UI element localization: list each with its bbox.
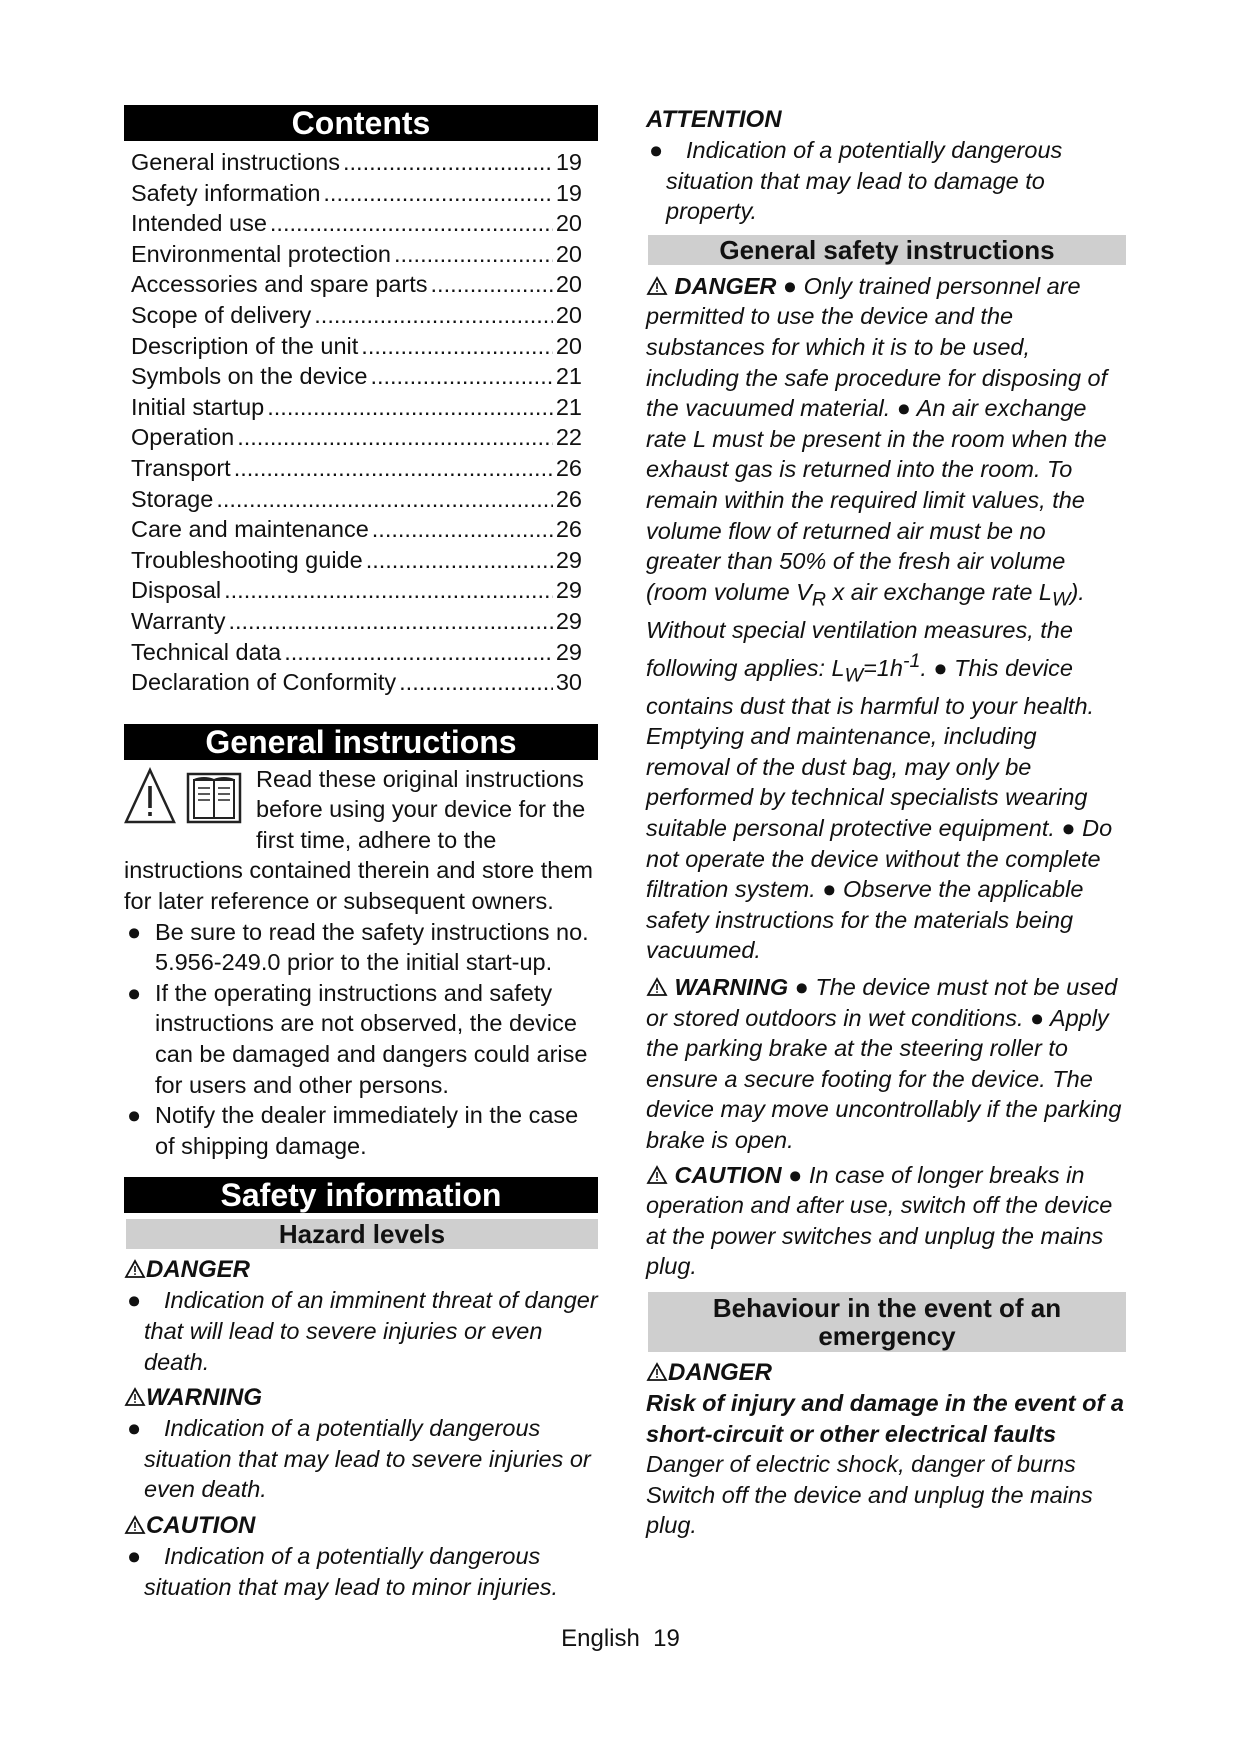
toc-page: 22 bbox=[555, 424, 582, 451]
bullet-icon: ● bbox=[127, 1102, 142, 1129]
warning-triangle-icon bbox=[646, 1165, 668, 1185]
toc-entry bbox=[131, 575, 582, 606]
list-item bbox=[124, 978, 598, 1100]
hazard-level-text: Indication of an imminent threat of danger that will lead to severe injuries or even death. bbox=[144, 1287, 598, 1375]
superscript-neg1: -1 bbox=[902, 649, 921, 672]
toc-label: Care and maintenance bbox=[131, 516, 369, 543]
footer-page-number: 19 bbox=[653, 1625, 680, 1652]
right-column bbox=[646, 105, 1126, 1541]
toc-label: Declaration of Conformity bbox=[131, 669, 397, 696]
toc-page: 21 bbox=[555, 363, 582, 390]
hazard-level-text: Indication of a potentially dangerous situation that may lead to minor injuries. bbox=[144, 1542, 559, 1600]
warning-label: WARNING bbox=[674, 974, 789, 1001]
toc-label: Accessories and spare parts bbox=[131, 271, 428, 298]
toc-entry bbox=[131, 269, 582, 300]
toc-entry bbox=[131, 147, 582, 178]
bullet-icon: ● bbox=[127, 979, 142, 1006]
toc-label: Transport bbox=[131, 454, 231, 481]
bullet-icon: ● bbox=[127, 1287, 142, 1314]
toc-leader bbox=[228, 606, 552, 637]
footer-language: English bbox=[561, 1625, 640, 1652]
contents-heading: Contents bbox=[124, 105, 598, 141]
hazard-levels-heading: Hazard levels bbox=[126, 1219, 598, 1249]
bullet-icon: ● bbox=[782, 272, 798, 299]
toc-entry bbox=[131, 484, 582, 515]
toc-entry bbox=[131, 637, 582, 668]
bullet-text: Notify the dealer immediately in the case of shipping damage. bbox=[155, 1102, 579, 1159]
danger-text-5: . ● This device contains dust that is harmful to your health. Emptying and maintenance, including removal of the dust bag, may only be performed by technical specialists wearing suitable personal protective equipment. ● Do not operate the device without the complete filtration system. ● Observe the applicable safety instructions for the materials being vacuumed. bbox=[646, 654, 1113, 964]
left-column bbox=[124, 105, 598, 1602]
toc-page: 20 bbox=[555, 301, 582, 328]
list-item bbox=[124, 1413, 598, 1505]
toc-label: Safety information bbox=[131, 179, 321, 206]
warning-triangle-icon bbox=[646, 1362, 668, 1382]
general-instructions-heading: General instructions bbox=[124, 724, 598, 760]
toc-leader bbox=[343, 147, 553, 178]
list-item bbox=[124, 1541, 598, 1602]
toc-page: 26 bbox=[555, 516, 582, 543]
bullet-icon: ● bbox=[127, 1415, 142, 1442]
caution-paragraph bbox=[646, 1160, 1126, 1282]
safety-information-heading: Safety information bbox=[124, 1177, 598, 1213]
toc-label: General instructions bbox=[131, 149, 340, 175]
toc-page: 26 bbox=[555, 454, 582, 481]
general-safety-heading: General safety instructions bbox=[648, 235, 1126, 265]
subscript-r: R bbox=[811, 588, 826, 611]
bullet-icon: ● bbox=[649, 137, 664, 163]
warning-and-manual-icon bbox=[124, 766, 252, 828]
toc-entry bbox=[131, 178, 582, 209]
toc-page: 29 bbox=[555, 607, 582, 634]
toc-page: 20 bbox=[555, 332, 582, 359]
danger-text-4: =1h bbox=[863, 654, 903, 681]
toc-page: 20 bbox=[555, 240, 582, 267]
toc-leader bbox=[366, 545, 553, 576]
toc-entry bbox=[131, 331, 582, 362]
emergency-line-2: Switch off the device and unplug the mains plug. bbox=[646, 1481, 1093, 1539]
bullet-icon: ● bbox=[788, 1161, 803, 1188]
hazard-level-list bbox=[124, 1285, 598, 1377]
toc-entry bbox=[131, 422, 582, 453]
toc-page: 29 bbox=[555, 638, 582, 665]
toc-page: 20 bbox=[555, 271, 582, 298]
toc-page: 21 bbox=[555, 393, 582, 420]
warning-triangle-icon bbox=[646, 977, 668, 997]
toc-page: 19 bbox=[555, 179, 582, 206]
emergency-subheading: Risk of injury and damage in the event of a short-circuit or other electrical faults bbox=[646, 1389, 1124, 1447]
toc-entry bbox=[131, 545, 582, 576]
hazard-levels bbox=[124, 1255, 598, 1602]
toc-leader bbox=[431, 269, 553, 300]
hazard-level-label bbox=[124, 1383, 598, 1413]
toc-label: Intended use bbox=[131, 210, 267, 237]
hazard-level-label bbox=[124, 1255, 598, 1285]
danger-text-1: Only trained personnel are permitted to use the device and the substances for which it is to be used, including the safe procedure for disposing of the vacuumed material. ● An air exchange rate L must be present in the room when the exhaust gas is returned into the room. To remain within the required limit values, the volume flow of returned air must be no greater than 50% of the fresh air volume (room volume V bbox=[646, 272, 1108, 605]
bullet-icon: ● bbox=[794, 974, 809, 1001]
toc-leader bbox=[314, 300, 553, 331]
caution-label: CAUTION bbox=[674, 1161, 782, 1188]
toc-label: Technical data bbox=[131, 638, 282, 665]
page-footer bbox=[0, 1624, 1241, 1654]
caution-text: In case of longer breaks in operation and after use, switch off the device at the power switches and unplug the mains plug. bbox=[646, 1161, 1113, 1280]
toc-leader bbox=[284, 637, 553, 668]
hazard-level-name: DANGER bbox=[146, 1256, 251, 1284]
toc-page: 29 bbox=[555, 577, 582, 604]
toc-entry bbox=[131, 667, 582, 698]
bullet-text: Be sure to read the safety instructions no. 5.956-249.0 prior to the initial start-up. bbox=[155, 918, 589, 976]
toc-page: 19 bbox=[555, 149, 582, 175]
toc-leader bbox=[372, 514, 553, 545]
toc-leader bbox=[224, 575, 553, 606]
toc-page: 26 bbox=[555, 485, 582, 512]
toc-leader bbox=[323, 178, 552, 209]
attention-list bbox=[646, 135, 1126, 227]
toc-leader bbox=[267, 392, 553, 423]
danger-text-3: ). Without special ventilation measures, the following applies: L bbox=[646, 578, 1085, 681]
hazard-level-list bbox=[124, 1541, 598, 1602]
hazard-level-text: Indication of a potentially dangerous situation that may lead to severe injuries or even death. bbox=[144, 1415, 591, 1503]
hazard-level-name: WARNING bbox=[146, 1384, 262, 1412]
toc-leader bbox=[234, 453, 553, 484]
toc-leader bbox=[361, 331, 553, 362]
hazard-level-list bbox=[124, 1413, 598, 1505]
bullet-icon: ● bbox=[127, 1542, 142, 1569]
warning-text: The device must not be used or stored outdoors in wet conditions. ● Apply the parking brake at the steering roller to ensure a secure footing for the device. The device may move uncontrollably if the parking brake is open. bbox=[646, 974, 1122, 1154]
emergency-danger-text: DANGER bbox=[668, 1358, 773, 1386]
warning-triangle-icon bbox=[124, 1259, 146, 1279]
toc-label: Initial startup bbox=[131, 393, 265, 420]
toc-leader bbox=[394, 239, 553, 270]
emergency-danger-label bbox=[646, 1358, 1126, 1388]
toc-entry bbox=[131, 300, 582, 331]
danger-text-2: x air exchange rate L bbox=[826, 578, 1052, 605]
hazard-level-name: CAUTION bbox=[146, 1511, 256, 1539]
toc-label: Description of the unit bbox=[131, 332, 359, 359]
warning-triangle-icon bbox=[646, 276, 668, 296]
general-bullet-list bbox=[124, 917, 598, 1162]
table-of-contents bbox=[124, 147, 598, 698]
list-item bbox=[124, 1100, 598, 1161]
toc-label: Storage bbox=[131, 485, 214, 512]
toc-leader bbox=[399, 667, 553, 698]
toc-page: 20 bbox=[555, 210, 582, 237]
toc-entry bbox=[131, 239, 582, 270]
toc-label: Scope of delivery bbox=[131, 301, 312, 328]
toc-leader bbox=[216, 484, 553, 515]
danger-paragraph bbox=[646, 271, 1126, 966]
toc-entry bbox=[131, 453, 582, 484]
emergency-heading: Behaviour in the event of an emergency bbox=[648, 1292, 1126, 1352]
toc-entry bbox=[131, 361, 582, 392]
list-item bbox=[646, 135, 1126, 227]
toc-label: Symbols on the device bbox=[131, 363, 368, 390]
toc-leader bbox=[270, 208, 553, 239]
toc-page: 30 bbox=[555, 669, 582, 696]
toc-label: Operation bbox=[131, 424, 235, 451]
danger-label: DANGER bbox=[674, 272, 777, 299]
subscript-w2: W bbox=[844, 664, 864, 687]
subscript-w: W bbox=[1052, 588, 1071, 611]
toc-leader bbox=[370, 361, 552, 392]
list-item bbox=[124, 917, 598, 978]
hazard-level-label bbox=[124, 1511, 598, 1541]
toc-label: Warranty bbox=[131, 607, 226, 634]
toc-leader bbox=[237, 422, 553, 453]
attention-text: Indication of a potentially dangerous situation that may lead to damage to property. bbox=[666, 137, 1063, 225]
bullet-text: If the operating instructions and safety instructions are not observed, the device can be damaged and dangers could arise for users and other persons. bbox=[155, 979, 588, 1098]
toc-entry bbox=[131, 208, 582, 239]
bullet-icon: ● bbox=[127, 918, 142, 945]
general-intro-text: Read these original instructions before using your device for the first time, adhere to the instructions contained therein and store them for later reference or subsequent owners. bbox=[124, 765, 593, 915]
toc-entry bbox=[131, 392, 582, 423]
warning-paragraph bbox=[646, 972, 1126, 1156]
toc-entry bbox=[131, 606, 582, 637]
toc-label: Troubleshooting guide bbox=[131, 546, 363, 573]
warning-triangle-icon bbox=[124, 1515, 146, 1535]
toc-page: 29 bbox=[555, 546, 582, 573]
emergency-line-1: Danger of electric shock, danger of burns bbox=[646, 1451, 1076, 1478]
general-intro bbox=[124, 764, 598, 917]
toc-entry bbox=[131, 514, 582, 545]
attention-label: ATTENTION bbox=[646, 106, 782, 133]
toc-label: Environmental protection bbox=[131, 240, 391, 267]
warning-triangle-icon bbox=[124, 1387, 146, 1407]
toc-label: Disposal bbox=[131, 577, 222, 604]
list-item bbox=[124, 1285, 598, 1377]
